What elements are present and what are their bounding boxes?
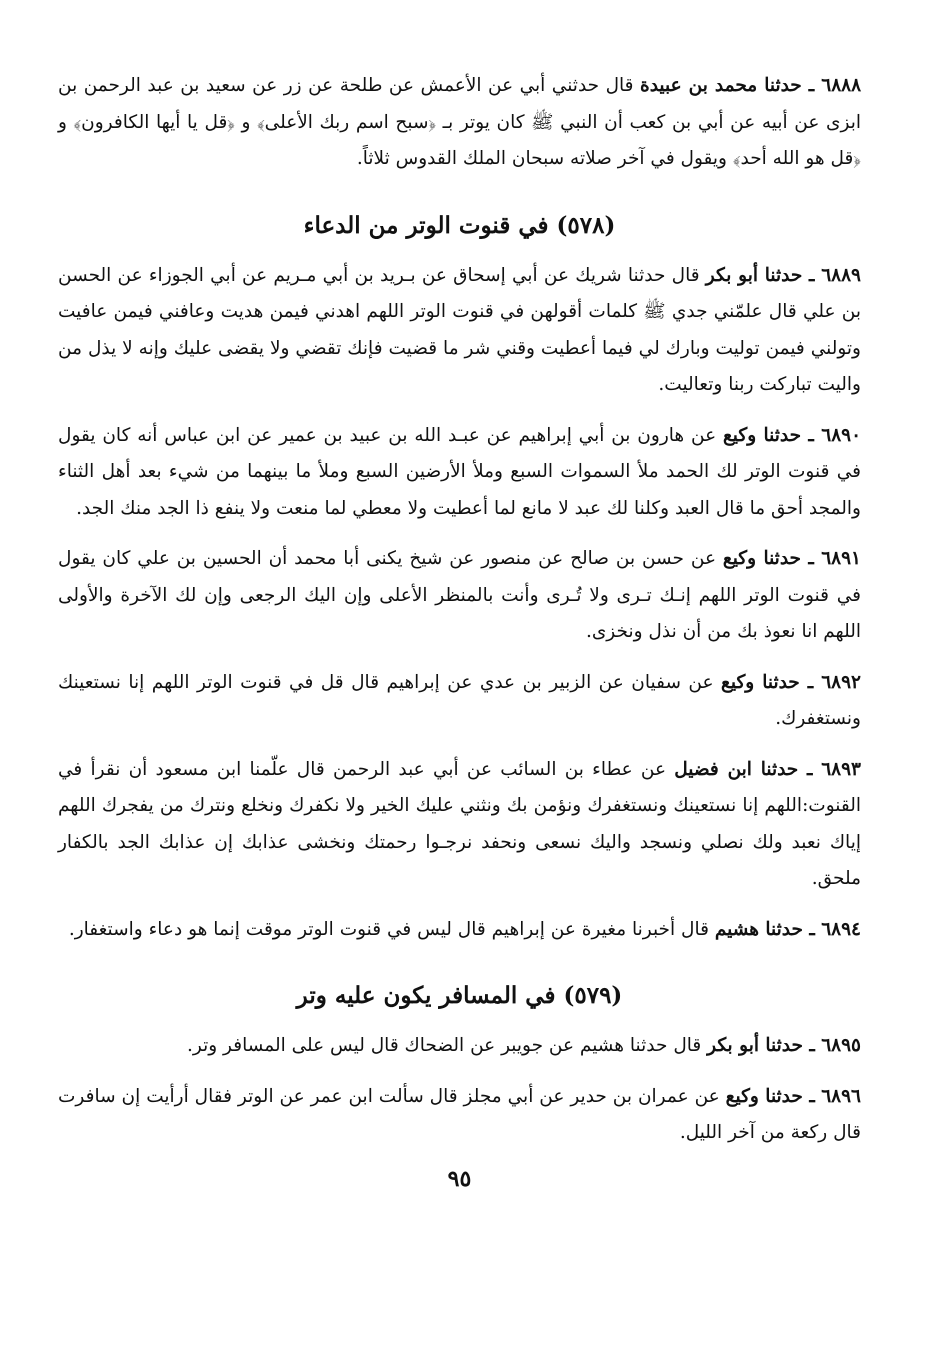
hadith-text: قال حدثنا هشيم عن جويبر عن الضحاك قال ليس على المسافر وتر. <box>187 1035 708 1056</box>
hadith-lead: ٦٨٩١ ـ حدثنا وكيع <box>722 548 861 569</box>
hadith-lead: ٦٨٨٩ ـ حدثنا أبو بكر <box>705 264 861 286</box>
hadith-6896 <box>58 1079 861 1152</box>
hadith-lead: ٦٨٩٠ ـ حدثنا وكيع <box>722 424 862 446</box>
page-number: ٩٥ <box>447 1165 472 1192</box>
hadith-text: عن سفيان عن الزبير بن عدي عن إبراهيم قال قل في قنوت الوتر اللهم إنا نستعينك ونستغفرك. <box>58 671 861 729</box>
hadith-text: قال حدثنا شريك عن أبي إسحاق عن بـريد بن أبي مـريم عن أبي الجوزاء عن الحسن بن علي قال علمّني جدي ﷺ كلمات أقولهن في قنوت الوتر اللهم اهدني فيمن هديت وعافني فيمن عافيت وتولني فيمن توليت وبارك لي فيما أعطيت وقني شر ما قضيت فإنك تقضي ولا يقضى عليك وإنه لا يذل من واليت تباركت ربنا وتعاليت. <box>58 264 861 395</box>
hadith-6893 <box>58 752 861 898</box>
hadith-6889 <box>58 258 861 404</box>
section-heading-578: (٥٧٨) في قنوت الوتر من الدعاء <box>303 211 616 239</box>
hadith-text: قال أخبرنا مغيرة عن إبراهيم قال ليس في قنوت الوتر موقت إنما هو دعاء واستغفار. <box>68 918 715 940</box>
hadith-6888 <box>58 68 861 178</box>
hadith-6894 <box>58 912 861 949</box>
hadith-lead: ٦٨٨٨ ـ حدثنا محمد بن عبيدة <box>640 75 862 96</box>
hadith-6892 <box>58 665 861 738</box>
hadith-text: عن هارون بن أبي إبراهيم عن عبـد الله بن عبيد بن عمير عن ابن عباس أنه كان يقول في قنوت الوتر لك الحمد ملأ السموات السبع وملأ الأرضين السبع وملأ ما بينهما من شيء بعد أهل الثناء والمجد أحق ما قال العبد وكلنا لك عبد لا مانع لما أعطيت ولا معطي لما منعت ولا ينفع ذا الجد منك الجد. <box>58 424 861 519</box>
hadith-text: عن حسن بن صالح عن منصور عن شيخ يكنى أبا محمد أن الحسين بن علي كان يقول في قنوت الوتر اللهم إنـك تـرى ولا تُـرى وأنت بالمنظر الأعلى وإن اليك الرجعى وإن لك الآخرة والأولى اللهم انا نعوذ بك من أن نذل ونخزى. <box>58 548 861 642</box>
hadith-text: عن عمران بن حدير عن أبي مجلز قال سألت ابن عمر عن الوتر فقال أرأيت إن سافرت قال ركعة من آخر الليل. <box>58 1085 861 1143</box>
section-heading-579: (٥٧٩) في المسافر يكون عليه وتر <box>296 982 623 1009</box>
hadith-lead: ٦٨٩٤ ـ حدثنا هشيم <box>714 918 861 940</box>
hadith-text: قال حدثني أبي عن الأعمش عن طلحة عن زر عن سعيد بن عبد الرحمن بن ابزى عن أبيه عن أبي بن كعب أن النبي ﷺ كان يوتر بـ ﴿سبح اسم ربك الأعلى﴾ و ﴿قل يا أيها الكافرون﴾ و ﴿قل هو الله أحد﴾ ويقول في آخر صلاته سبحان الملك القدوس ثلاثاً. <box>58 75 862 169</box>
hadith-6895 <box>58 1028 861 1065</box>
hadith-6891 <box>58 541 861 651</box>
hadith-lead: ٦٨٩٢ ـ حدثنا وكيع <box>721 671 861 693</box>
hadith-lead: ٦٨٩٦ ـ حدثنا وكيع <box>725 1085 861 1107</box>
hadith-lead: ٦٨٩٣ ـ حدثنا ابن فضيل <box>674 758 861 780</box>
hadith-text: عن عطاء بن السائب عن أبي عبد الرحمن قال علّمنا ابن مسعود أن نقرأ في القنوت:اللهم إنا نستعينك ونستغفرك ونؤمن بك ونثني عليك الخير ولا نكفرك ونخلع ونترك من يفجرك اللهم إياك نعبد ولك نصلي ونسجد واليك نسعى ونحفد نرجـوا رحمتك ونخشى عذابك إن عذابك الجد بالكفار ملحق. <box>58 758 861 889</box>
hadith-lead: ٦٨٩٥ ـ حدثنا أبو بكر <box>707 1035 861 1056</box>
hadith-6890 <box>58 418 861 528</box>
